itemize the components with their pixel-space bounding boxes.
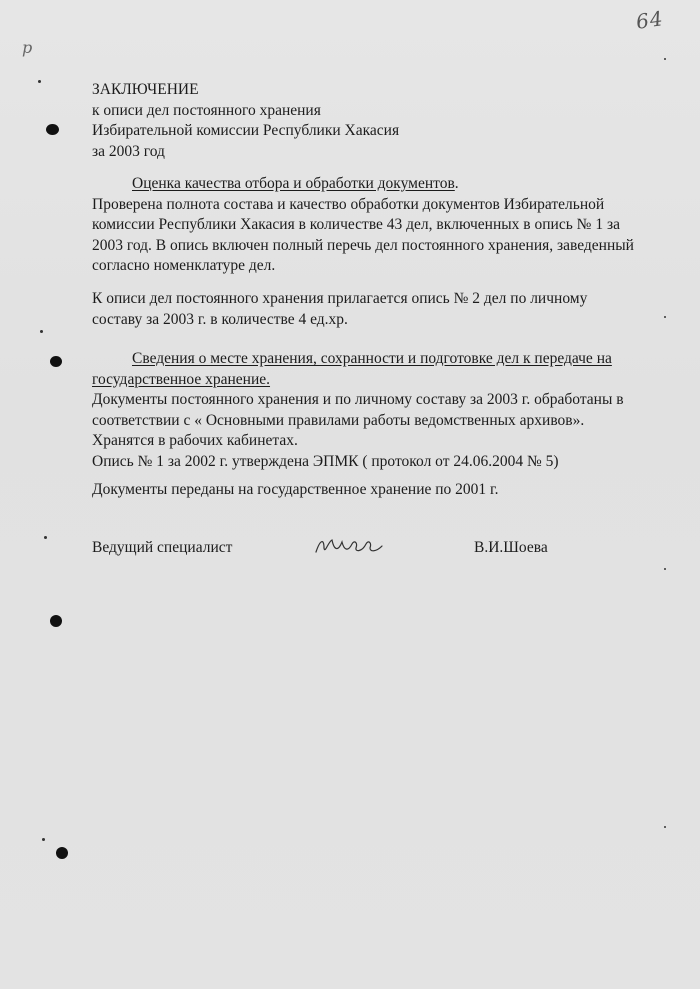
section-heading-text: государственное хранение. (92, 370, 271, 388)
header-line: к описи дел постоянного хранения (92, 101, 321, 119)
section-heading-text: Оценка качества отбора и обработки документов (132, 175, 455, 192)
section-storage (92, 349, 624, 472)
body-line: Проверена полнота состава и качество обработки документов Избирательной (92, 195, 605, 213)
speck (44, 536, 47, 539)
page-number: 64 (634, 6, 665, 34)
body-line: Хранятся в рабочих кабинетах. (92, 432, 298, 449)
body-line: 2003 год. В опись включен полный перечь дел постоянного хранения, заведенный (92, 236, 634, 254)
punch-hole (46, 124, 59, 135)
body-line: составу за 2003 г. в количестве 4 ед.хр. (92, 310, 348, 328)
body-line: соответствии с « Основными правилами работы ведомственных архивов». (92, 411, 585, 429)
speck (38, 80, 41, 83)
handwritten-signature (312, 530, 392, 560)
speck (664, 568, 666, 570)
section-heading (92, 174, 634, 195)
speck (40, 330, 43, 333)
section-heading-text: Сведения о месте хранения, сохранности и подготовке дел к передаче на (132, 350, 612, 367)
document-header (92, 80, 399, 162)
speck (664, 826, 666, 828)
document-title: ЗАКЛЮЧЕНИЕ (92, 81, 199, 98)
punch-hole (50, 356, 62, 367)
paragraph-transfer (92, 480, 499, 501)
header-line: Избирательной комиссии Республики Хакасия (92, 122, 400, 139)
body-line: Опись № 1 за 2002 г. утверждена ЭПМК ( протокол от 24.06.2004 № 5) (92, 452, 559, 470)
signatory-role: Ведущий специалист (92, 539, 233, 556)
body-line: комиссии Республики Хакасия в количестве 43 дел, включенных в опись № 1 за (92, 216, 620, 233)
punch-hole (56, 847, 68, 859)
header-line: за 2003 год (92, 142, 165, 160)
body-line: Документы переданы на государственное хранение по 2001 г. (92, 481, 499, 498)
section-heading-period: . (454, 175, 459, 192)
body-line: К описи дел постоянного хранения прилагается опись № 2 дел по личному (92, 290, 588, 307)
speck (664, 316, 666, 318)
speck (664, 58, 666, 60)
speck (42, 838, 45, 841)
signatory-name: В.И.Шоева (474, 539, 548, 556)
corner-mark: р (22, 38, 33, 57)
paragraph-inventory (92, 289, 587, 330)
punch-hole (50, 615, 62, 627)
section-quality (92, 174, 634, 277)
section-heading (92, 349, 624, 370)
body-line: согласно номенклатуре дел. (92, 257, 276, 274)
body-line: Документы постоянного хранения и по личному составу за 2003 г. обработаны в (92, 391, 624, 408)
section-heading (92, 370, 624, 391)
